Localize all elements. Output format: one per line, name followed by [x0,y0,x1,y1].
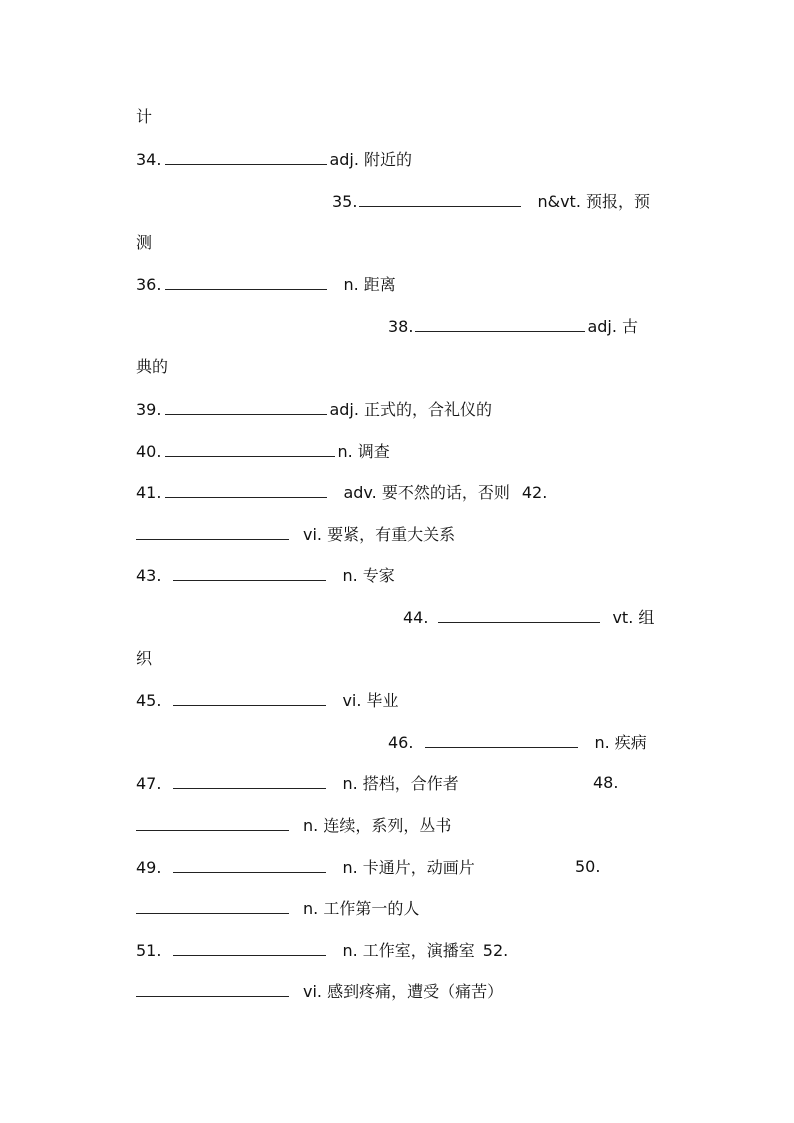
item-42 [136,523,455,545]
item-45-definition: vi. 毕业 [342,691,399,710]
item-50-number-line [575,856,600,878]
item-52-definition: vi. 感到疼痛，遭受（痛苦） [303,982,504,1001]
item-41 [136,481,547,503]
item-33-continuation [136,106,152,128]
item-35-number: 35. [332,192,358,211]
item-39-answer-blank[interactable] [165,398,327,415]
item-48-number-line [593,772,618,794]
item-52-number: 52. [482,941,509,960]
item-45-answer-blank[interactable] [173,689,326,706]
item-51-number: 51. [136,941,162,960]
item-48-definition: n. 连续，系列，丛书 [303,816,452,835]
item-35-definition: n&vt. 预报，预 [537,192,650,211]
item-47 [136,772,459,794]
item-49 [136,856,475,878]
item-48 [136,814,451,836]
item-42-definition: vi. 要紧，有重大关系 [303,525,456,544]
item-44 [403,606,654,628]
item-41-answer-blank[interactable] [165,481,327,498]
item-47-number: 47. [136,774,162,793]
item-42-number: 42. [521,483,548,502]
item-51 [136,939,508,961]
item-39-number: 39. [136,400,162,419]
item-44-number: 44. [403,608,429,627]
item-41-definition: adv. 要不然的话，否则 [343,483,510,502]
item-52-answer-blank[interactable] [136,980,289,997]
item-34 [136,148,412,170]
item-52 [136,980,503,1002]
item-49-answer-blank[interactable] [173,856,326,873]
item-50-definition: n. 工作第一的人 [303,899,420,918]
item-41-number: 41. [136,483,162,502]
item-40-number: 40. [136,442,162,461]
item-45-number: 45. [136,691,162,710]
item-49-number: 49. [136,858,162,877]
item-36-definition: n. 距离 [343,275,396,294]
item-35 [332,190,650,212]
item-43-answer-blank[interactable] [173,564,326,581]
item-35-continuation [136,232,152,254]
item-43-definition: n. 专家 [342,566,395,585]
item-35-answer-blank[interactable] [359,190,521,207]
item-40-answer-blank[interactable] [165,440,335,457]
item-45 [136,689,399,711]
item-33-tail-text: 计 [136,107,153,126]
item-36 [136,273,396,295]
item-34-number: 34. [136,150,162,169]
item-50-number: 50. [575,857,601,876]
item-51-definition: n. 工作室，演播室 [342,941,475,960]
item-51-answer-blank[interactable] [173,939,326,956]
item-50-answer-blank[interactable] [136,897,289,914]
item-46-definition: n. 疾病 [594,733,647,752]
item-39 [136,398,492,420]
item-44-definition: vt. 组 [612,608,655,627]
item-49-definition: n. 卡通片，动画片 [342,858,475,877]
item-40-definition: n. 调查 [337,442,390,461]
item-44-continuation [136,648,152,670]
item-43 [136,564,395,586]
item-48-answer-blank[interactable] [136,814,289,831]
item-38 [388,315,638,337]
item-38-continuation [136,356,168,378]
item-46 [388,731,647,753]
item-48-number: 48. [593,773,619,792]
item-42-answer-blank[interactable] [136,523,289,540]
item-44-tail-text: 织 [136,649,153,668]
item-38-tail-text: 典的 [136,357,169,376]
item-35-tail-text: 测 [136,233,153,252]
item-34-answer-blank[interactable] [165,148,327,165]
item-36-number: 36. [136,275,162,294]
item-44-answer-blank[interactable] [438,606,600,623]
item-39-definition: adj. 正式的，合礼仪的 [329,400,493,419]
item-38-number: 38. [388,317,414,336]
item-38-answer-blank[interactable] [415,315,585,332]
item-36-answer-blank[interactable] [165,273,327,290]
item-43-number: 43. [136,566,162,585]
item-38-definition: adj. 古 [587,317,639,336]
item-50 [136,897,419,919]
item-47-answer-blank[interactable] [173,772,326,789]
item-34-definition: adj. 附近的 [329,150,413,169]
item-40 [136,440,390,462]
item-47-definition: n. 搭档，合作者 [342,774,459,793]
item-46-answer-blank[interactable] [425,731,578,748]
item-46-number: 46. [388,733,414,752]
